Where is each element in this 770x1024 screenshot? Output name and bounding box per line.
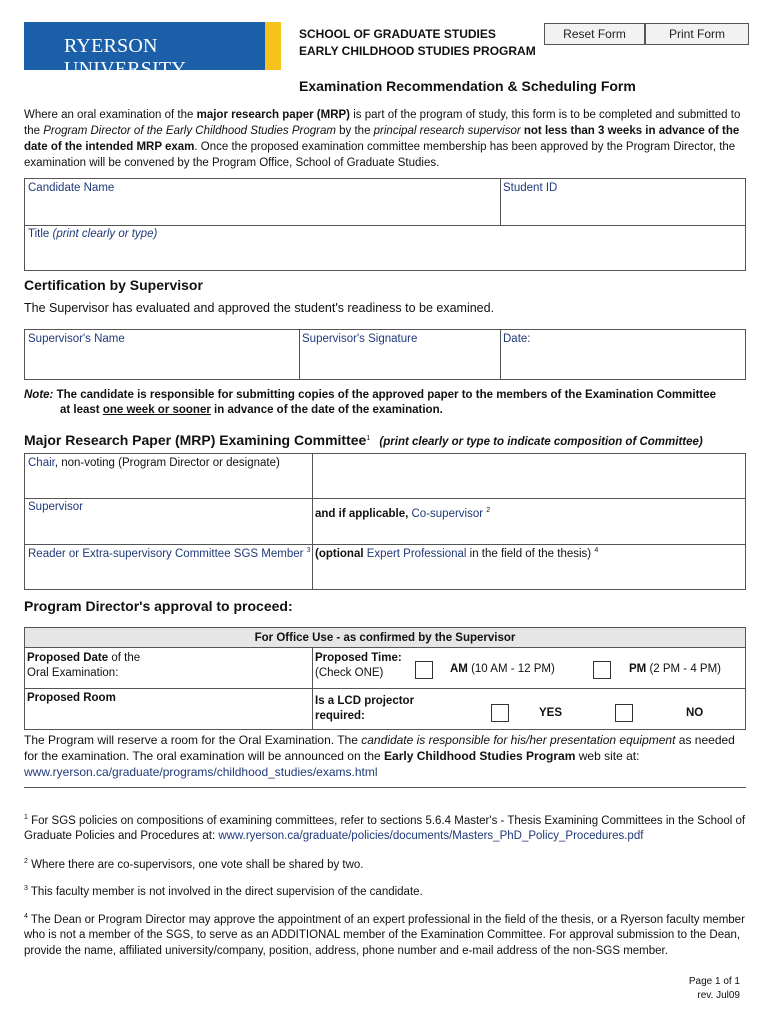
supervisor-member-field[interactable] bbox=[25, 498, 312, 544]
lcd-yes-checkbox[interactable] bbox=[491, 704, 509, 722]
date-label: Date: bbox=[503, 333, 531, 345]
proposed-time-label: Proposed Time: (Check ONE) bbox=[315, 652, 402, 679]
co-supervisor-field[interactable] bbox=[312, 498, 745, 544]
supervisor-signature-field[interactable] bbox=[299, 330, 500, 379]
committee-box bbox=[24, 453, 746, 590]
page-number: Page 1 of 1 bbox=[688, 976, 740, 987]
reader-label: Reader or Extra-supervisory Committee SGS Member $^3$ bbox=[28, 547, 311, 560]
supervisor-signature-label: Supervisor's Signature bbox=[302, 333, 418, 345]
footnote-3: $^3$ This faculty member is not involved in the direct supervision of the candidate. bbox=[24, 885, 423, 898]
divider bbox=[24, 787, 746, 788]
policy-link[interactable]: www.ryerson.ca/graduate/policies/documents/Masters_PhD_Policy_Procedures.pdf bbox=[218, 830, 644, 843]
supervisor-box bbox=[24, 329, 746, 380]
office-use-box bbox=[24, 627, 746, 730]
pm-label: PM (2 PM - 4 PM) bbox=[629, 663, 722, 675]
room-announcement: The Program will reserve a room for the Oral Examination. The candidate is responsible for his/her presentation equipment as needed for the examination. The oral examination will be announced on the Early Childhood Studies Program web site at: www.ryerson.ca/graduate/programs/childhood_studies/exams.html bbox=[24, 733, 735, 779]
expert-professional-label: (optional Expert Professional in the field of the thesis) $^4$ bbox=[315, 547, 599, 560]
supervisor-member-label: Supervisor bbox=[28, 501, 83, 513]
candidate-name-label: Candidate Name bbox=[28, 182, 115, 194]
student-id-label: Student ID bbox=[503, 182, 558, 194]
form-title: Examination Recommendation & Scheduling Form bbox=[299, 78, 636, 94]
certification-text: The Supervisor has evaluated and approved the student's readiness to be examined. bbox=[24, 301, 495, 315]
page-info bbox=[689, 975, 740, 1003]
pm-checkbox[interactable] bbox=[593, 661, 611, 679]
footnote-1: $^1$ For SGS policies on compositions of examining committees, refer to sections 5.6.4 Master's - Thesis Examining Committees in the School of Graduate Policies and Procedures at: www.ryerson.ca/graduate/policies/documents/Masters_PhD_Policy_Procedures.pdf bbox=[24, 814, 746, 843]
expert-professional-field[interactable] bbox=[312, 544, 745, 589]
footnote-4: $^4$ The Dean or Program Director may approve the appointment of an expert professional in the field of the thesis, or a Ryerson faculty member who is not a member of the SGS, to serve as an ADDITIONAL member of the Examination Committee. For approval submission to the Dean, provide the name, affiliated university/company, position, address, phone number and e-mail address of the non-SGS member. bbox=[24, 913, 745, 957]
date-field[interactable] bbox=[500, 330, 745, 379]
candidate-name-field[interactable] bbox=[25, 179, 500, 225]
ryerson-logo bbox=[24, 22, 281, 80]
revision: rev. Jul09 bbox=[697, 990, 740, 1001]
logo-accent bbox=[265, 22, 281, 70]
note: Note: The candidate is responsible for submitting copies of the approved paper to the members of the Examination Committee at least one week or sooner in advance of the date of the examination. bbox=[24, 389, 717, 416]
supervisor-name-label: Supervisor's Name bbox=[28, 333, 125, 345]
school-name: SCHOOL OF GRADUATE STUDIES EARLY CHILDHOOD STUDIES PROGRAM bbox=[299, 27, 536, 58]
no-label: NO bbox=[686, 707, 704, 719]
footnote-2: $^2$ Where there are co-supervisors, one vote shall be shared by two. bbox=[24, 858, 364, 871]
am-checkbox[interactable] bbox=[415, 661, 433, 679]
yes-label: YES bbox=[539, 707, 563, 719]
title-field[interactable] bbox=[25, 225, 745, 270]
proposed-date-label: Proposed Date of the Oral Examination: bbox=[27, 652, 141, 679]
chair-label: Chair, non-voting (Program Director or designate) bbox=[28, 457, 280, 469]
proposed-room-label: Proposed Room bbox=[27, 692, 116, 704]
office-use-heading: For Office Use - as confirmed by the Supervisor bbox=[25, 628, 745, 648]
lcd-projector-label: Is a LCD projector required: bbox=[315, 695, 415, 722]
certification-heading: Certification by Supervisor bbox=[24, 277, 203, 293]
lcd-no-checkbox[interactable] bbox=[615, 704, 633, 722]
intro-paragraph: Where an oral examination of the major research paper (MRP) is part of the program of study, this form is to be completed and submitted to the Program Director of the Early Childhood Studies Program by the principal research supervisor not less than 3 weeks in advance of the date of the intended MRP exam. Once the proposed examination committee membership has been approved by the Program Director, the examination will be convened by the Program Office, School of Graduate Studies. bbox=[24, 109, 741, 169]
co-supervisor-label: and if applicable, Co-supervisor $^2$ bbox=[315, 507, 491, 520]
reset-form-button[interactable]: Reset Form bbox=[544, 23, 645, 45]
chair-field[interactable] bbox=[25, 454, 745, 498]
approval-heading: Program Director's approval to proceed: bbox=[24, 598, 293, 614]
print-form-button[interactable]: Print Form bbox=[645, 23, 749, 45]
candidate-box bbox=[24, 178, 746, 271]
supervisor-name-field[interactable] bbox=[25, 330, 299, 379]
am-label: AM (10 AM - 12 PM) bbox=[450, 663, 555, 675]
committee-heading: Major Research Paper (MRP) Examining Committee$^1$ (print clearly or type to indicate composition of Committee) bbox=[24, 432, 703, 448]
reader-field[interactable] bbox=[25, 544, 312, 589]
exams-link[interactable]: www.ryerson.ca/graduate/programs/childhood_studies/exams.html bbox=[24, 765, 378, 779]
title-label: Title (print clearly or type) bbox=[28, 228, 158, 240]
student-id-field[interactable] bbox=[500, 179, 745, 225]
logo-text: RYERSON UNIVERSITY bbox=[64, 35, 186, 80]
